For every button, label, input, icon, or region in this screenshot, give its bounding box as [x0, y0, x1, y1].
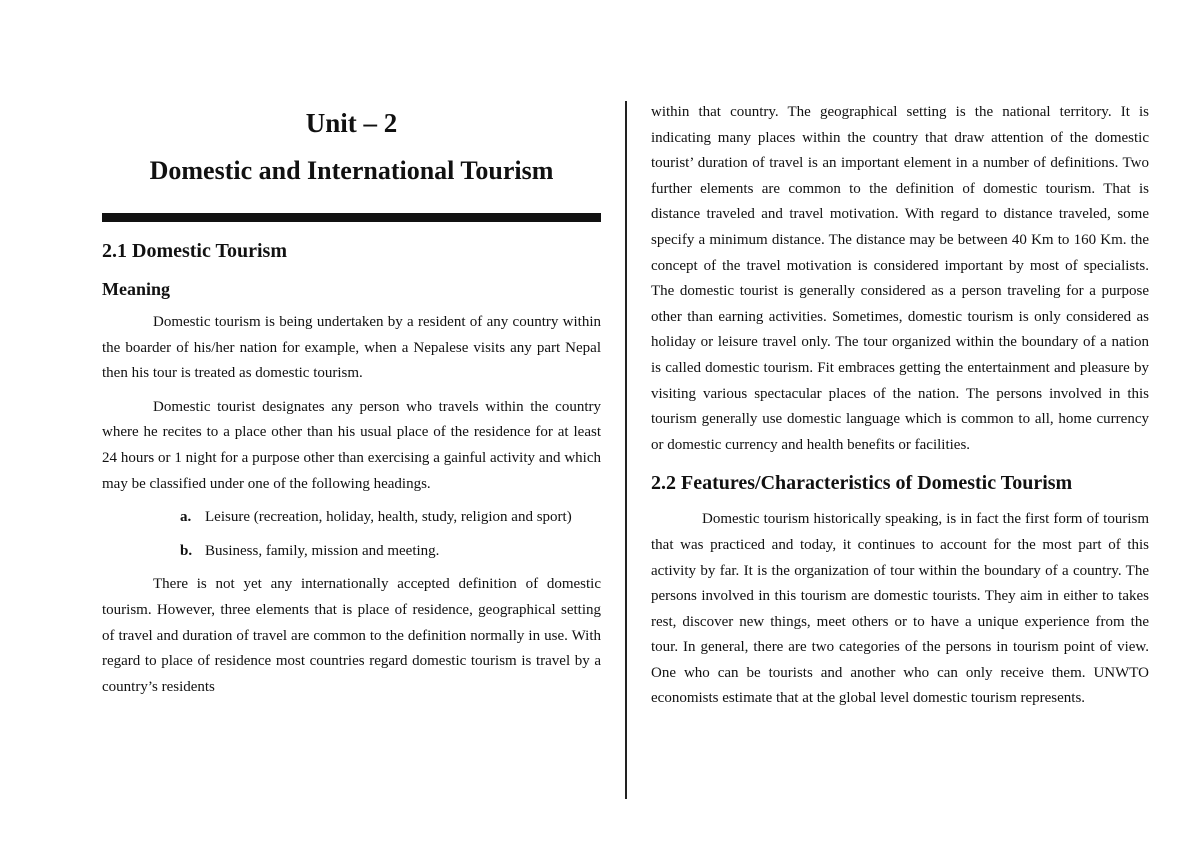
- left-column: [102, 102, 601, 700]
- list-marker: a.: [180, 509, 192, 526]
- paragraph-meaning-1: Domestic tourism is being undertaken by a resident of any country within the boarder of his/her nation for example, when a Nepalese visits any part Nepal then his tour is treated as domestic tourism.: [102, 314, 601, 382]
- right-column: [651, 100, 1149, 712]
- list-item-text: Leisure (recreation, holiday, health, study, religion and sport): [205, 509, 572, 526]
- unit-title: Unit – 2: [305, 108, 398, 138]
- section-heading-features: 2.2 Features/Characteristics of Domestic Tourism: [651, 472, 1073, 495]
- chapter-title: Domestic and International Tourism: [149, 156, 554, 185]
- column-divider: [625, 101, 627, 799]
- paragraph-definition-continued: within that country. The geographical setting is the national territory. It is indicating many places within the country that draw attention of the domestic tourist’ duration of travel is an important element in a number of definitions. Two further elements are common to the definition of domestic tourism. That is distance traveled and travel motivation. With regard to distance traveled, some specify a minimum distance. The distance may be between 40 Km to 160 Km. the concept of the travel motivation is considered important by most of specialists. The domestic tourist is generally considered as a person traveling for a purpose other than earning activities. Sometimes, domestic tourism is only considered as holiday or leisure travel only. The tour organized within the boundary of a nation is called domestic tourism. Fit embraces getting the entertainment and pleasure by visiting various spectacular places of the nation. The persons involved in this tourism generally use domestic language which is common to all, home currency or domestic currency and health benefits or facilities.: [651, 104, 1149, 453]
- list-item-text: Business, family, mission and meeting.: [205, 542, 440, 559]
- list-item: [102, 505, 601, 531]
- paragraph-definition: There is not yet any internationally accepted definition of domestic tourism. However, three elements that is place of residence, geographical setting of travel and duration of travel are common to the definition normally in use. With regard to place of residence most countries regard domestic tourism is travel by a country’s residents: [102, 576, 601, 695]
- title-rule: [102, 213, 601, 222]
- section-heading-domestic-tourism: 2.1 Domestic Tourism: [102, 240, 287, 262]
- paragraph-features-1: Domestic tourism historically speaking, is in fact the first form of tourism that was practiced and today, it continues to account for the most part of this activity by far. It is the organization of tour within the boundary of a country. The persons involved in this tourism are domestic tourists. They aim in either to takes rest, discover new things, meet others or to have a unique experience from the tour. In general, there are two categories of the persons in tourism point of view. One who can be tourists and another who can only receive them. UNWTO economists estimate that at the global level domestic tourism represents.: [651, 511, 1149, 707]
- subheading-meaning: Meaning: [102, 279, 171, 299]
- paragraph-meaning-2: Domestic tourist designates any person who travels within the country where he recites to a place other than his usual place of the residence for at least 24 hours or 1 night for a purpose other than exercising a gainful activity and which may be classified under one of the following headings.: [102, 398, 601, 492]
- list-item: [102, 539, 601, 565]
- list-marker: b.: [180, 542, 193, 559]
- headings-list: [102, 505, 601, 564]
